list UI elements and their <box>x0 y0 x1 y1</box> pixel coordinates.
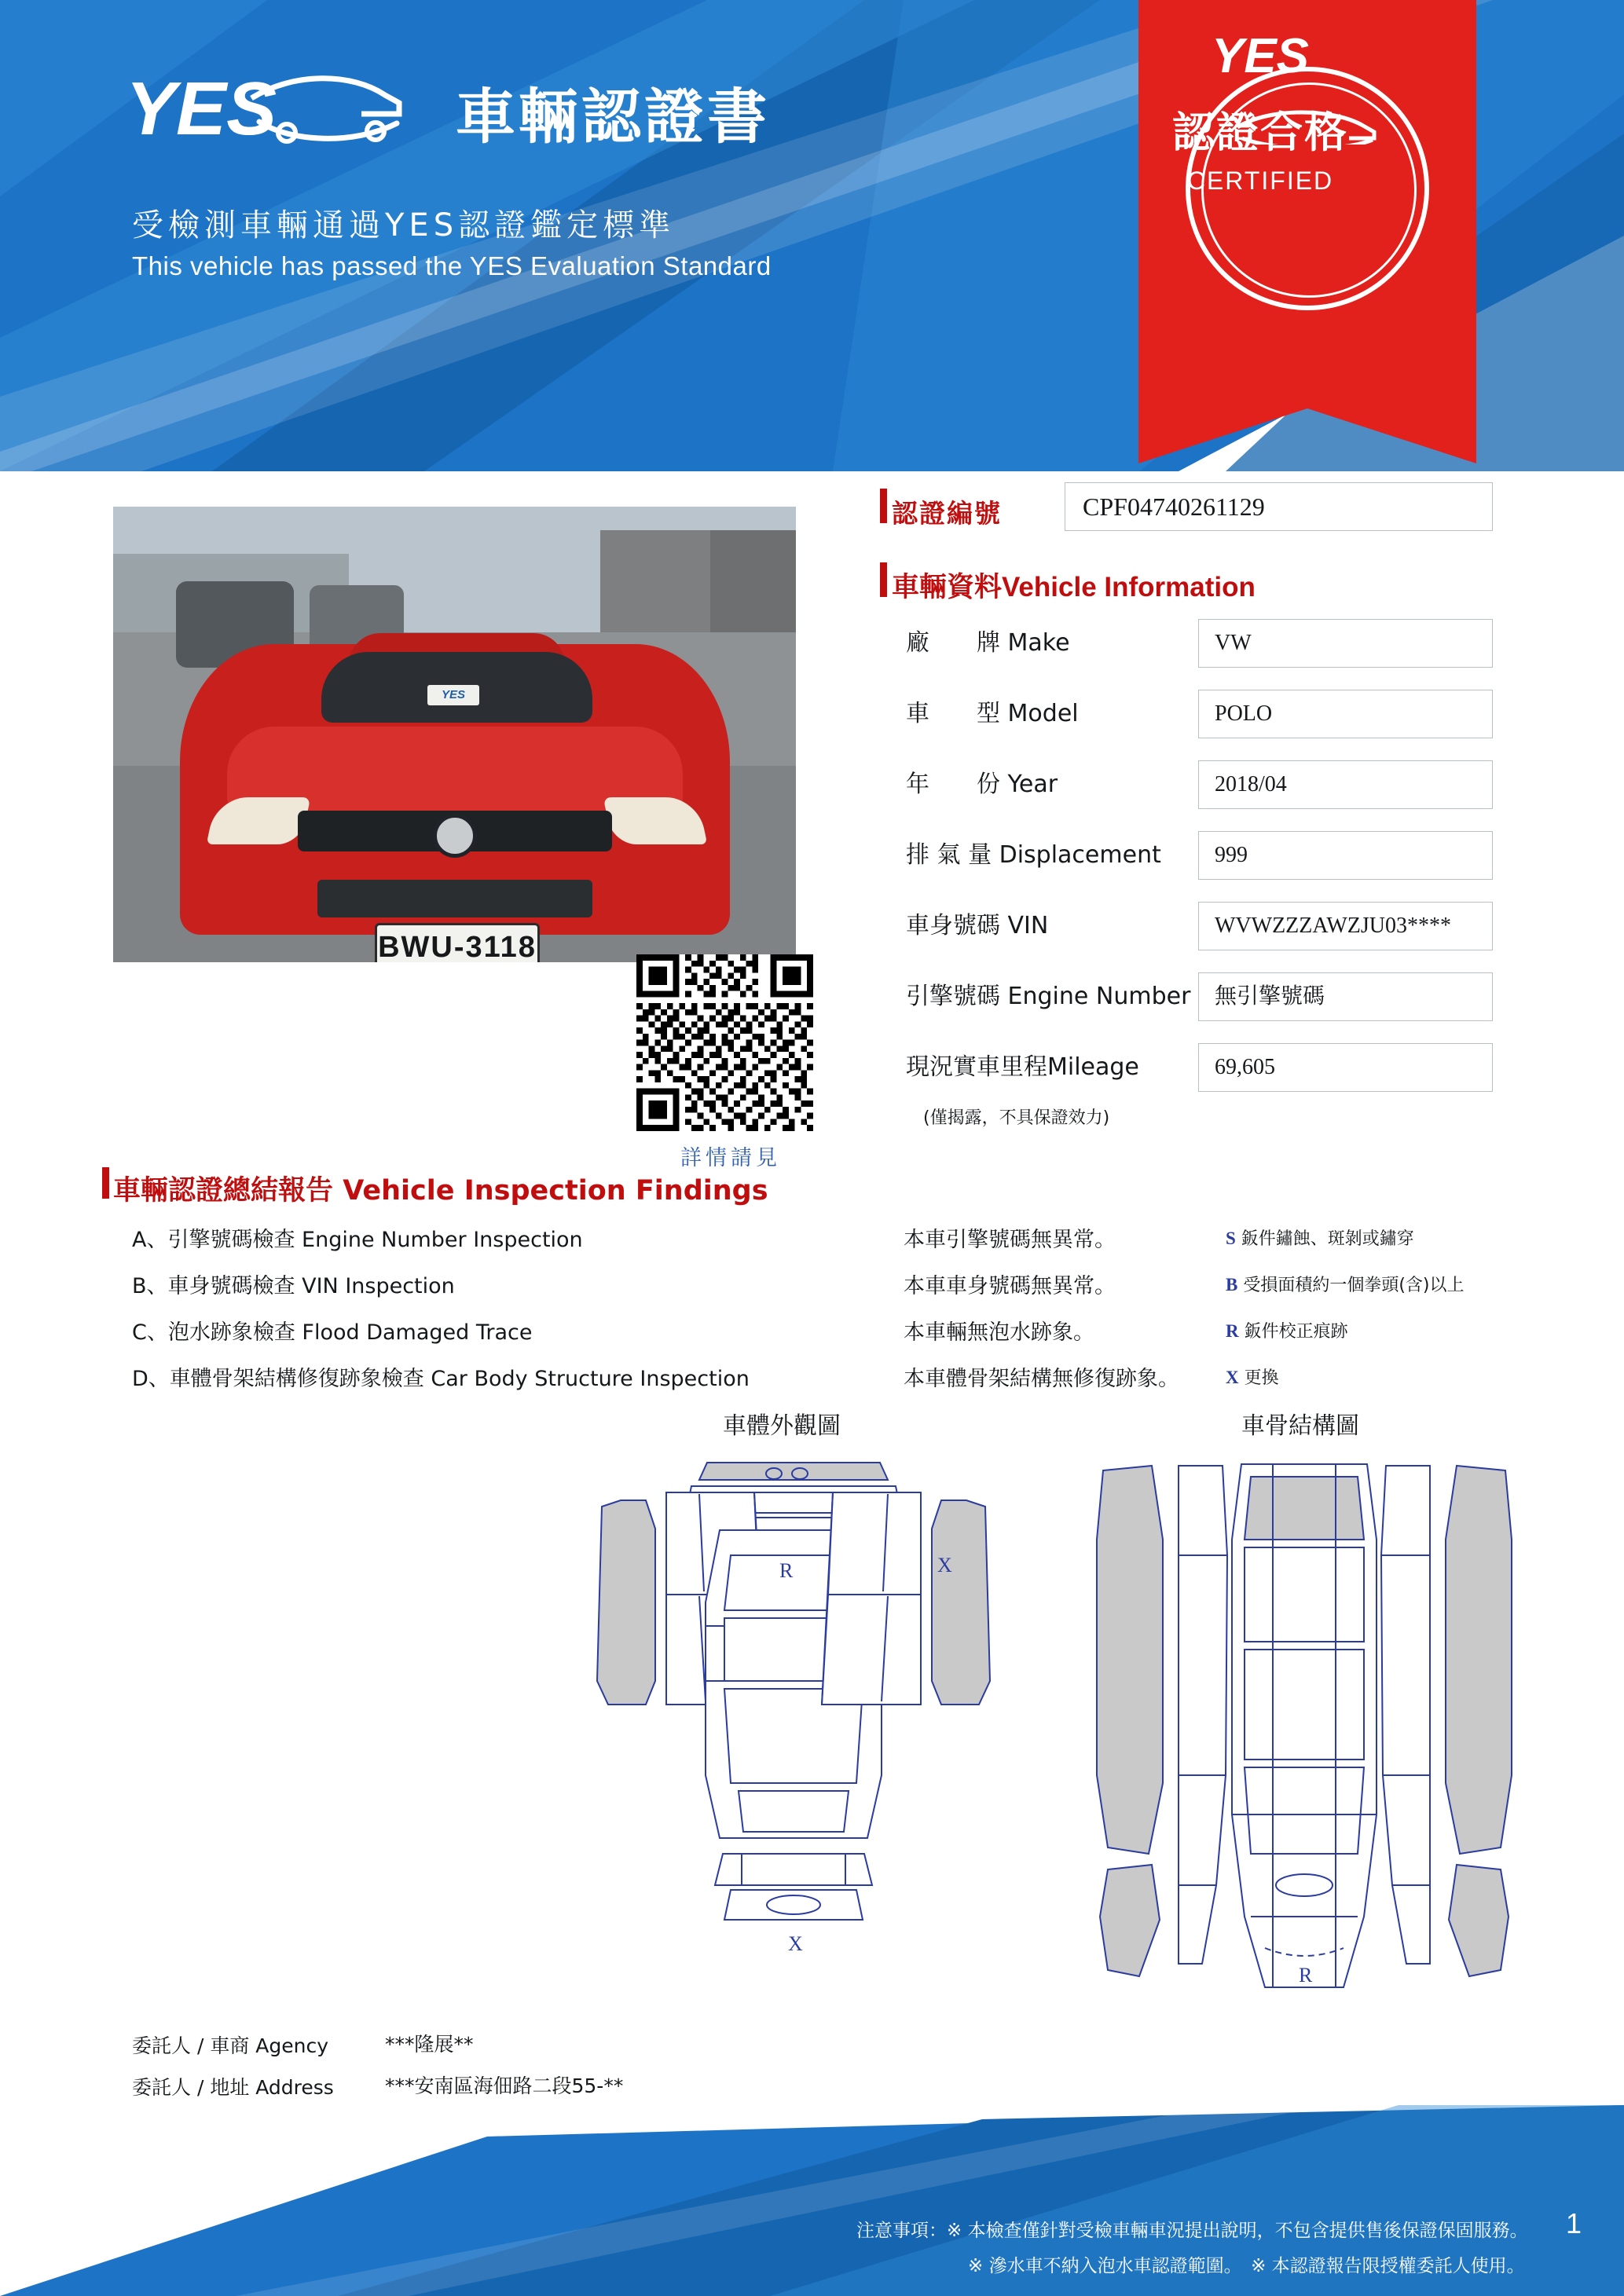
finding-result-b: 本車車身號碼無異常。 <box>904 1274 1116 1298</box>
legend-item-x <box>1226 1364 1279 1389</box>
document-title: 車輛認證書 <box>456 82 770 152</box>
vehicle-info-accent-bar <box>880 562 887 597</box>
findings-title-en: Vehicle Inspection Findings <box>343 1175 768 1207</box>
legend-item-s <box>1226 1225 1414 1250</box>
finding-item-c: C、泡水跡象檢查 Flood Damaged Trace <box>132 1320 533 1345</box>
qr-caption: 詳情請見 <box>680 1146 781 1170</box>
legend-text-s: 鈑件鏽蝕、斑剝或鏽穿 <box>1241 1229 1414 1249</box>
info-label-year: 年 份 Year <box>906 771 1058 798</box>
license-plate: BWU-3118 <box>375 923 540 962</box>
svg-text:YES: YES <box>126 67 277 151</box>
agency-value: ***隆展** <box>385 2033 474 2056</box>
finding-item-b: B、車身號碼檢查 VIN Inspection <box>132 1274 455 1298</box>
finding-item-d: D、車體骨架結構修復跡象檢查 Car Body Structure Inspection <box>132 1367 750 1391</box>
seal-label-cn: 認證合格 <box>1172 108 1348 157</box>
vehicle-info-title-cn: 車輛資料 <box>892 572 1003 603</box>
photo-headlight-left <box>207 797 311 844</box>
page-number: 1 <box>1565 2207 1582 2239</box>
legend-item-r <box>1226 1318 1348 1342</box>
info-value-make: VW <box>1198 619 1493 668</box>
table-row <box>892 1043 1493 1092</box>
legend-key-s: S <box>1226 1229 1236 1248</box>
ribbon-notch <box>1138 408 1476 463</box>
exterior-diagram-caption: 車體外觀圖 <box>723 1412 841 1440</box>
footer-note-line2: ※ 滲水車不納入泡水車認證範圍。 ※ 本認證報告限授權委託人使用。 <box>968 2256 1525 2276</box>
finding-result-d: 本車體骨架結構無修復跡象。 <box>904 1367 1179 1391</box>
findings-accent-bar <box>102 1167 109 1199</box>
certified-ribbon <box>1138 0 1476 460</box>
info-label-model: 車 型 Model <box>906 700 1079 727</box>
address-label: 委託人 / 地址 Address <box>132 2076 334 2099</box>
photo-windshield-sticker: YES <box>427 685 479 705</box>
photo-headlight-right <box>603 797 708 844</box>
table-row <box>892 690 1493 738</box>
legend-key-r: R <box>1226 1321 1239 1341</box>
document-header <box>0 0 1624 471</box>
qr-code-graphic <box>636 954 813 1131</box>
diagram-mark-x-rear: X <box>788 1932 803 1955</box>
vehicle-photo <box>113 507 796 962</box>
info-label-vin: 車身號碼 VIN <box>906 912 1049 939</box>
info-value-vin: WVWZZZAWZJU03**** <box>1198 902 1493 950</box>
qr-code[interactable] <box>636 954 813 1131</box>
diagram-mark-x-right: X <box>937 1554 952 1576</box>
document-subtitle-en: This vehicle has passed the YES Evaluation Standard <box>132 251 772 280</box>
info-value-model: POLO <box>1198 690 1493 738</box>
diagram-mark-r-structure: R <box>1299 1964 1313 1987</box>
table-row <box>892 831 1493 880</box>
cert-no-accent-bar <box>880 489 887 523</box>
findings-title-cn: 車輛認證總結報告 <box>113 1175 334 1207</box>
legend-text-b: 受損面積約一個拳頭(含)以上 <box>1243 1276 1465 1295</box>
photo-car-body <box>180 644 730 962</box>
info-label-displacement: 排 氣 量 Displacement <box>906 841 1161 869</box>
info-value-mileage: 69,605 <box>1198 1043 1493 1092</box>
table-row <box>892 902 1493 950</box>
photo-lower-grille <box>317 880 592 917</box>
vehicle-info-title-en: Vehicle Information <box>1002 572 1256 602</box>
legend-text-r: 鈑件校正痕跡 <box>1244 1322 1348 1342</box>
finding-item-a: A、引擎號碼檢查 Engine Number Inspection <box>132 1228 583 1252</box>
body-structure-diagram <box>1084 1445 1524 2027</box>
mileage-note: (僅揭露，不具保證效力) <box>923 1108 1110 1128</box>
address-value: ***安南區海佃路二段55-** <box>385 2074 624 2097</box>
info-label-make: 廠 牌 Make <box>906 629 1070 657</box>
photo-brand-emblem <box>433 814 477 858</box>
cert-number-label: 認證編號 <box>892 498 1002 529</box>
table-row <box>892 760 1493 809</box>
legend-key-x: X <box>1226 1368 1239 1387</box>
info-value-engine-number: 無引擎號碼 <box>1198 972 1493 1021</box>
document-subtitle-cn: 受檢測車輛通過YES認證鑑定標準 <box>132 207 676 244</box>
legend-text-x: 更換 <box>1244 1368 1279 1388</box>
structure-diagram-caption: 車骨結構圖 <box>1241 1412 1359 1440</box>
findings-title <box>113 1169 768 1208</box>
legend-item-b <box>1226 1272 1465 1296</box>
table-row <box>892 972 1493 1021</box>
finding-result-c: 本車輛無泡水跡象。 <box>904 1320 1094 1345</box>
seal-logo-text: YES <box>1211 29 1310 83</box>
seal-car-icon <box>1231 104 1384 145</box>
agency-label: 委託人 / 車商 Agency <box>132 2034 329 2057</box>
document-footer <box>0 2105 1624 2296</box>
legend-key-b: B <box>1226 1275 1238 1294</box>
info-label-engine-number: 引擎號碼 Engine Number <box>906 983 1191 1010</box>
diagram-mark-r-left: R <box>779 1559 794 1582</box>
vehicle-info-title <box>892 566 1256 605</box>
inspection-diagrams <box>0 1445 1624 2027</box>
yes-logo <box>126 67 440 153</box>
seal-label-en: CERTIFIED <box>1186 167 1334 195</box>
info-label-mileage: 現況實車里程Mileage <box>906 1053 1139 1081</box>
finding-result-a: 本車引擎號碼無異常。 <box>904 1228 1116 1252</box>
cert-number-value: CPF04740261129 <box>1065 482 1493 531</box>
footer-note-line1: 注意事項：※ 本檢查僅針對受檢車輛車況提出說明，不包含提供售後保證保固服務。 <box>856 2221 1528 2241</box>
info-value-displacement: 999 <box>1198 831 1493 880</box>
yes-logo-graphic <box>126 67 440 157</box>
info-value-year: 2018/04 <box>1198 760 1493 809</box>
table-row <box>892 619 1493 668</box>
